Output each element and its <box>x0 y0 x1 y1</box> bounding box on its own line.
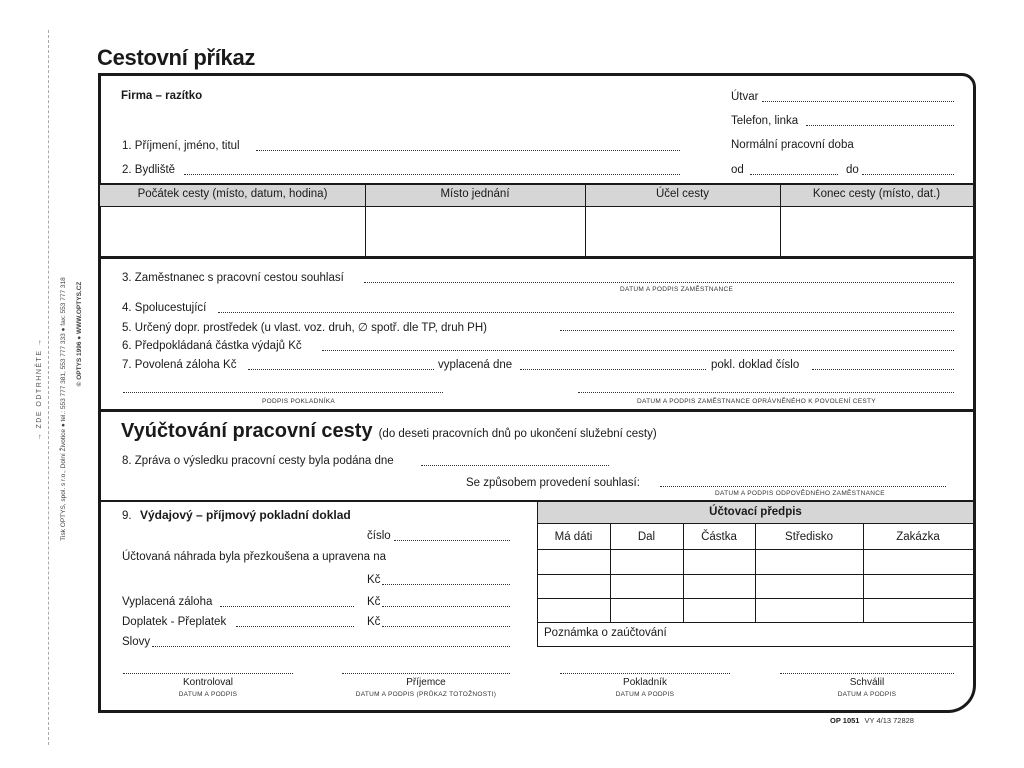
page-title: Cestovní příkaz <box>97 45 256 70</box>
trip-col-place: Místo jednání <box>440 188 510 200</box>
agree-sub: DATUM A PODPIS ODPOVĚDNÉHO ZAMĚSTNANCE <box>715 490 885 497</box>
bydliste-label: 2. Bydliště <box>122 164 176 176</box>
agree-label: Se způsobem provedení souhlasí: <box>466 477 640 489</box>
slovy-field[interactable] <box>152 646 510 647</box>
trip-cell-end[interactable] <box>781 208 973 256</box>
sig-kontroloval: Kontroloval <box>182 677 234 688</box>
col-ma-dati: Má dáti <box>554 531 593 543</box>
zaloha-label: Vyplacená záloha <box>122 596 213 608</box>
item3-sub: DATUM A PODPIS ZAMĚSTNANCE <box>620 286 734 293</box>
form-footer <box>830 716 914 725</box>
trip-col-end: Konec cesty (místo, dat.) <box>812 188 941 200</box>
receipt-title: Výdajový – příjmový pokladní doklad <box>140 508 351 522</box>
item3-label: 3. Zaměstnanec s pracovní cestou souhlasí <box>122 272 344 284</box>
cislo-label: číslo <box>367 530 391 542</box>
od-field[interactable] <box>750 174 838 175</box>
item8-label: 8. Zpráva o výsledku pracovní cesty byla podána dne <box>122 455 394 467</box>
trip-cell-place[interactable] <box>366 208 584 256</box>
slovy-label: Slovy <box>122 636 151 648</box>
col-dal: Dal <box>637 531 656 543</box>
form-code: OP 1051 <box>830 716 860 725</box>
kc-label-2: Kč <box>367 596 381 608</box>
copyright: © OPTYS 1996 ● WWW.OPTYS.CZ <box>76 281 83 387</box>
sig-prijemce-sub: DATUM A PODPIS (PRŮKAZ TOTOŽNOSTI) <box>355 691 497 698</box>
sig-pokladnik-sub: DATUM A PODPIS <box>615 691 675 698</box>
sig-prijemce: Příjemce <box>406 677 446 688</box>
bydliste-field[interactable] <box>184 174 680 175</box>
utvar-field[interactable] <box>762 101 954 102</box>
telefon-field[interactable] <box>806 125 954 126</box>
item8-field[interactable] <box>421 465 609 466</box>
trip-col-purpose: Účel cesty <box>655 188 710 200</box>
telefon-label: Telefon, linka <box>731 115 799 127</box>
item7-doklad-field[interactable] <box>812 369 954 370</box>
item7-doklad-label: pokl. doklad číslo <box>711 359 800 371</box>
approver-sign-sub: DATUM A PODPIS ZAMĚSTNANCE OPRÁVNĚNÉHO K POVOLENÍ CESTY <box>637 398 876 405</box>
cashier-sign-field[interactable] <box>123 392 443 393</box>
item6-label: 6. Předpokládaná částka výdajů Kč <box>122 340 302 352</box>
col-zakazka: Zakázka <box>896 531 940 543</box>
sig-schvalil: Schválil <box>849 677 885 688</box>
accounting-title: Účtovací předpis <box>709 506 802 518</box>
tear-line <box>48 30 49 745</box>
nahrada-field[interactable] <box>382 584 510 585</box>
accounting-rows[interactable] <box>538 550 973 622</box>
kc-label-3: Kč <box>367 616 381 628</box>
col-stredisko: Středisko <box>785 531 833 543</box>
receipt-num: 9. <box>122 510 132 522</box>
sig-pokladnik: Pokladník <box>623 677 667 688</box>
item5-field[interactable] <box>560 330 954 331</box>
trip-cell-start[interactable] <box>101 208 364 256</box>
item3-field[interactable] <box>364 282 954 283</box>
approver-sign-field[interactable] <box>578 392 954 393</box>
zaloha-field[interactable] <box>382 606 510 607</box>
item6-field[interactable] <box>322 350 954 351</box>
cashier-sign-sub: PODPIS POKLADNÍKA <box>262 398 336 405</box>
sig-schvalil-sub: DATUM A PODPIS <box>837 691 897 698</box>
prijmeni-field[interactable] <box>256 150 680 151</box>
doplatek-label: Doplatek - Přeplatek <box>122 616 227 628</box>
accounting-note[interactable]: Poznámka o zaúčtování <box>544 627 667 639</box>
kc-label-1: Kč <box>367 574 381 586</box>
od-label: od <box>731 164 744 176</box>
item7-label: 7. Povolená záloha Kč <box>122 359 237 371</box>
tear-label: → ZDE ODTRHNĚTE → <box>36 337 43 441</box>
item4-label: 4. Spolucestující <box>122 302 207 314</box>
trip-col-start: Počátek cesty (místo, datum, hodina) <box>137 188 328 200</box>
item7-vyplacena-label: vyplacená dne <box>438 359 513 371</box>
agree-field[interactable] <box>660 486 946 487</box>
item7-zaloha-field[interactable] <box>248 369 434 370</box>
trip-cell-purpose[interactable] <box>586 208 779 256</box>
do-field[interactable] <box>862 174 954 175</box>
printer-info: Tisk OPTYS, spol. s r.o., Dolní Životice ● tel.: 553 777 381, 553 777 333 ● fax: 553 777 318 <box>60 277 67 541</box>
item5-label: 5. Určený dopr. prostředek (u vlast. voz. druh, ∅ spotř. dle TP, druh PH) <box>122 322 487 334</box>
form-version: VY 4/13 72828 <box>864 716 914 725</box>
normalni-doba-label: Normální pracovní doba <box>731 139 854 151</box>
settlement-title: Vyúčtování pracovní cesty <box>121 420 373 442</box>
item4-field[interactable] <box>218 312 954 313</box>
doplatek-field[interactable] <box>382 626 510 627</box>
doplatek-dots <box>236 626 354 627</box>
settlement-subtitle: (do deseti pracovních dnů po ukončení služební cesty) <box>378 428 657 440</box>
checked-label: Účtovaná náhrada byla přezkoušena a upravena na <box>122 551 387 563</box>
firma-label: Firma – razítko <box>121 90 203 102</box>
cislo-field[interactable] <box>394 540 510 541</box>
sig-kontroloval-sub: DATUM A PODPIS <box>178 691 238 698</box>
settlement-heading <box>121 420 657 443</box>
item7-date-field[interactable] <box>520 369 706 370</box>
utvar-label: Útvar <box>731 91 759 103</box>
zaloha-dots <box>220 606 354 607</box>
do-label: do <box>846 164 859 176</box>
col-castka: Částka <box>701 531 737 543</box>
prijmeni-label: 1. Příjmení, jméno, titul <box>122 140 240 152</box>
